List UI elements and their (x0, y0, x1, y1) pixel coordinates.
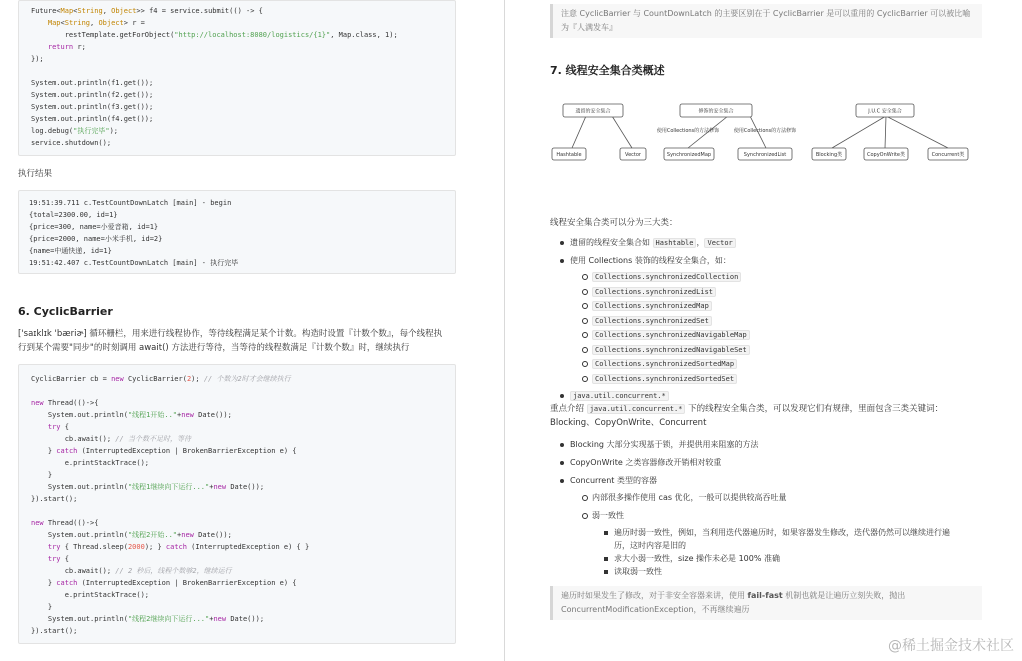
decorated-method-item: Collections.synchronizedNavigableSet (592, 343, 990, 357)
right-page (550, 0, 990, 661)
code-line: }).start(); (31, 627, 78, 635)
code-block-output (18, 190, 456, 274)
weak-size: 求大小弱一致性，size 操作未必是 100% 准确 (614, 552, 990, 565)
weak-read: 读取弱一致性 (614, 565, 990, 578)
juc-node-label: J.U.C 安全集合 (868, 108, 902, 115)
code-block-futures (18, 0, 456, 156)
code-line (31, 65, 443, 77)
keyword-copyonwrite: CopyOnWrite 之类容器修改开销相对较重 (570, 456, 990, 469)
code-line: } catch (InterruptedException | BrokenBarrierException e) { (31, 447, 297, 455)
code-line: } (31, 603, 53, 611)
code-line: CyclicBarrier cb = new CyclicBarrier(2); // 个数为2时才会继续执行 (31, 375, 291, 383)
code-line: System.out.println(f1.get()); (31, 79, 154, 87)
code-line: try { (47, 423, 69, 431)
edge-label-b: 使用Collections的方法修饰 (733, 128, 797, 134)
code-line: {total=2300.00, id=1} (29, 211, 118, 219)
left-page (18, 0, 458, 661)
code-line: e.printStackTrace(); (31, 459, 150, 467)
code-line: System.out.println(f2.get()); (31, 91, 154, 99)
code-line: System.out.println("线程1继续向下运行..."+new Date()); (31, 483, 265, 491)
decorated-method-item: Collections.synchronizedSet (592, 314, 990, 328)
watermark: @稀土掘金技术社区 (888, 638, 1014, 654)
code-line: Future<Map<String, Object>> f4 = service.submit(() -> { (31, 7, 263, 15)
decorated-method-item: Collections.synchronizedSortedMap (592, 357, 990, 371)
code-line (31, 385, 443, 397)
page-divider (504, 0, 505, 661)
list-item-juc (570, 389, 990, 403)
category-list (570, 236, 990, 403)
code-line: try { Thread.sleep(2000); } catch (InterruptedException e) { } (47, 543, 310, 551)
decorated-method-item: Collections.synchronizedMap (592, 299, 990, 313)
code-line: System.out.println("线程2继续向下运行..."+new Date()); (31, 615, 265, 623)
weak-consistency-list (614, 526, 990, 578)
code-line: System.out.println(f4.get()); (31, 115, 154, 123)
code-line: 19:51:39.711 c.TestCountDownLatch [main] - begin (29, 199, 232, 207)
decorated-method-item: Collections.synchronizedSortedSet (592, 372, 990, 386)
decorated-method-item: Collections.synchronizedList (592, 285, 990, 299)
section-6-title: 6. CyclicBarrier (18, 305, 113, 318)
code-line: } (31, 471, 53, 479)
list-item-legacy: 遗留的线程安全集合如 Hashtable ， Vector (570, 236, 990, 250)
code-line: restTemplate.getForObject("http://localhost:8080/logistics/{1}", Map.class, 1); (31, 31, 398, 39)
code-line: System.out.println(f3.get()); (31, 103, 154, 111)
intro-text: 线程安全集合类可以分为三大类： (550, 218, 678, 228)
code-line: Map<String, Object> r = (47, 19, 145, 27)
decorated-node-label: 修饰的安全集合 (698, 108, 734, 115)
concurrent-cas: 内部很多操作使用 cas 优化，一般可以提供较高吞吐量 (592, 491, 990, 504)
concurrent-weak: 弱一致性 遍历时弱一致性，例如，当利用迭代器遍历时，如果容器发生修改，迭代器仍然可以继续进行遍 历，这时内容是旧的 求大小弱一致性，size 操作未必是 100% 准确 读取弱一致性 (592, 509, 990, 578)
result-label: 执行结果 (18, 169, 53, 179)
code-line: cb.await(); // 当个数不足时，等待 (31, 435, 191, 443)
code-vector: Vector (704, 238, 735, 248)
code-line: }); (31, 55, 44, 63)
concurrent-sublist (592, 491, 990, 578)
code-line: return r; (47, 43, 86, 51)
hashtable-node-label: Hashtable (556, 152, 582, 158)
keyword-blocking: Blocking 大部分实现基于锁，并提供用来阻塞的方法 (570, 438, 990, 451)
code-hashtable: Hashtable (653, 238, 697, 248)
syncmap-node-label: SynchronizedMap (666, 152, 712, 158)
note-quote: 注意 CyclicBarrier 与 CountDownLatch 的主要区别在于 CyclicBarrier 是可以重用的 CyclicBarrier 可以被比喻为『人满发车』 (550, 4, 982, 38)
decorated-methods-list (592, 270, 990, 386)
section-7-title: 7. 线程安全集合类概述 (550, 64, 665, 77)
section-6-paragraph-line2: 行到某个需要"同步"的时刻调用 await() 方法进行等待，当等待的线程数满足『计数个数』时，继续执行 (18, 343, 410, 353)
code-line: {price=2000, name=小米手机, id=2} (29, 235, 163, 243)
code-block-cyclicbarrier (18, 364, 456, 644)
collections-diagram (550, 100, 990, 180)
bottom-note: 遍历时如果发生了修改，对于非安全容器来讲，使用 fail-fast 机制也就是让遍历立刻失败，抛出 ConcurrentModificationException，不再继续遍历 (550, 586, 982, 620)
section-6-paragraph-line1: ['saɪklɪk 'bæriɚ] 循环栅栏，用来进行线程协作，等待线程满足某个计数。构造时设置『计数个数』，每个线程执 (18, 329, 443, 339)
code-line: new Thread(()->{ (31, 399, 99, 407)
juc-paragraph: 重点介绍 java.util.concurrent.* 下的线程安全集合类，可以发现它们有规律，里面包含三类关键词： Blocking、CopyOnWrite、Concurrent (550, 404, 944, 428)
code-line: cb.await(); // 2 秒后，线程个数够2，继续运行 (31, 567, 232, 575)
code-line: {price=300, name=小爱音箱, id=1} (29, 223, 159, 231)
code-line: 19:51:42.407 c.TestCountDownLatch [main] - 执行完毕 (29, 259, 239, 267)
keyword-concurrent: Concurrent 类型的容器 内部很多操作使用 cas 优化，一般可以提供较高吞吐量 弱一致性 遍历时弱一致性，例如，当利用迭代器遍历时，如果容器发生修改，迭代器仍然可以继续进行遍 历，这时内容是旧的 求大小弱一致性，size 操作未必是 100% 准确 读取弱一致性 (570, 474, 990, 578)
code-line: System.out.println("线程2开始.."+new Date()); (31, 531, 232, 539)
synclist-node-label: SynchronizedList (743, 152, 787, 158)
cow-node-label: CopyOnWrite类 (867, 152, 905, 158)
decorated-method-item: Collections.synchronizedNavigableMap (592, 328, 990, 342)
edge-label-a: 使用Collections的方法修饰 (656, 128, 720, 134)
code-line: service.shutdown(); (31, 139, 112, 147)
code-juc: java.util.concurrent.* (570, 391, 669, 401)
code-line: new Thread(()->{ (31, 519, 99, 527)
code-line (31, 505, 443, 517)
code-line: }).start(); (31, 495, 78, 503)
concurrent-node-label: Concurrent类 (931, 152, 965, 158)
code-line: e.printStackTrace(); (31, 591, 150, 599)
code-line: log.debug("执行完毕"); (31, 127, 119, 135)
legacy-node-label: 遗留的安全集合 (575, 108, 611, 115)
code-line: {name=中通快递, id=1} (29, 247, 112, 255)
weak-iteration: 遍历时弱一致性，例如，当利用迭代器遍历时，如果容器发生修改，迭代器仍然可以继续进行遍 历，这时内容是旧的 (614, 526, 990, 552)
code-line: System.out.println("线程1开始.."+new Date()); (31, 411, 232, 419)
decorated-method-item: Collections.synchronizedCollection (592, 270, 990, 284)
blocking-node-label: Blocking类 (815, 152, 843, 158)
keyword-list (570, 438, 990, 578)
code-line: } catch (InterruptedException | BrokenBarrierException e) { (31, 579, 297, 587)
code-line: try { (47, 555, 69, 563)
list-item-decorated: 使用 Collections 装饰的线程安全集合，如： Collections.synchronizedCollection Collections.synchronizedList Collections.synchronizedMap Collections.synchronizedSet Collections.synchronizedNavigableMap Collections.synchronizedNavigableSet Collections.synchronizedSortedMap Collections.synchronizedSortedSet (570, 254, 990, 386)
vector-node-label: Vector (625, 152, 641, 158)
